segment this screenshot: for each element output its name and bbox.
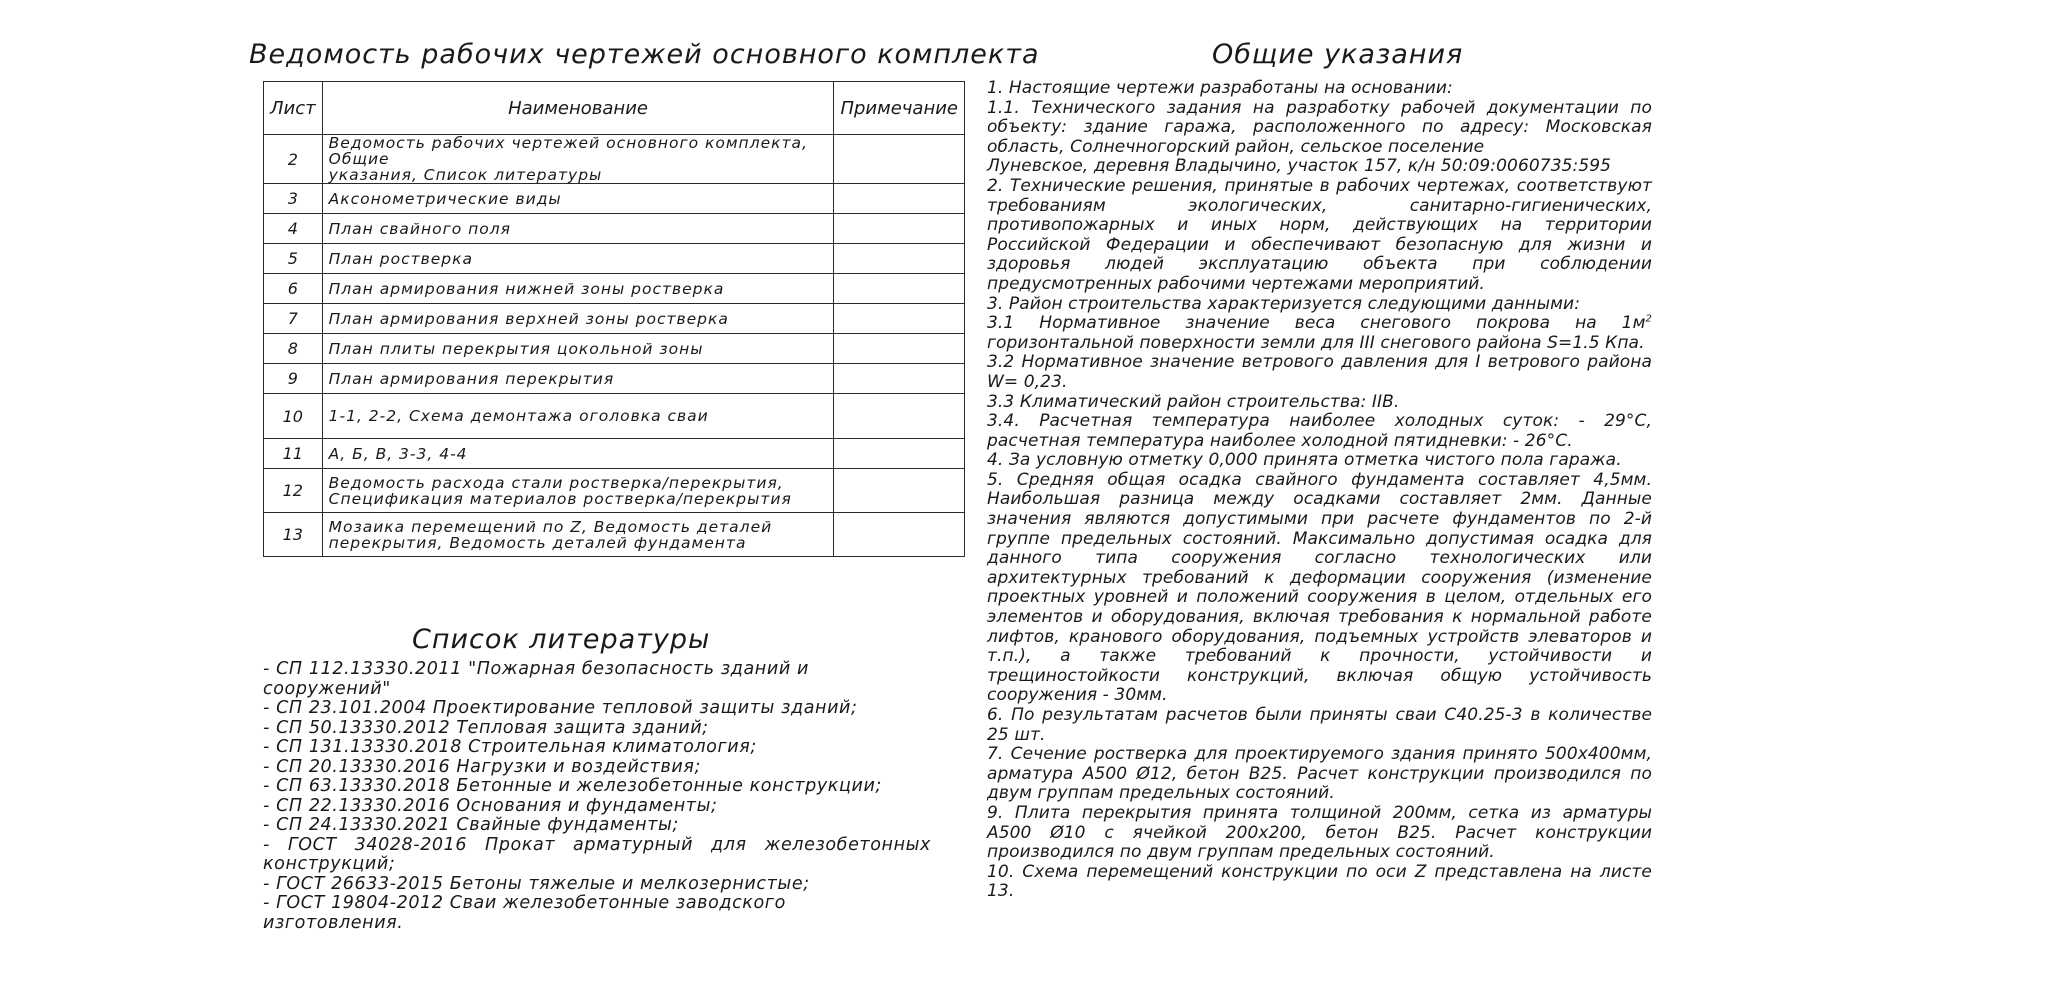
header-sheet-num: Лист [264, 82, 323, 135]
row-name-line: перекрытия, Ведомость деталей фундамента [328, 533, 747, 552]
list-item: - СП 131.13330.2018 Строительная климатология; [263, 737, 757, 757]
row-note [834, 364, 965, 394]
table-header-row [264, 82, 965, 135]
table-row [264, 184, 965, 214]
row-name: План ростверка [322, 244, 834, 274]
row-num: 4 [264, 214, 323, 244]
row-note [834, 244, 965, 274]
row-note [834, 439, 965, 469]
row-num: 12 [264, 469, 323, 513]
row-num: 9 [264, 364, 323, 394]
table-row [264, 394, 965, 439]
note-paragraph: 3. Район строительства характеризуется следующими данными: [987, 293, 1581, 314]
row-note [834, 334, 965, 364]
table-row [264, 513, 965, 557]
note-paragraph: 10. Схема перемещений конструкции по оси Z представлена на листе 13. [987, 861, 1652, 902]
note-text: горизонтальной поверхности земли для III снегового района S=1.5 Кпа. [987, 332, 1645, 353]
row-name: План армирования нижней зоны ростверка [322, 274, 834, 304]
row-num: 10 [264, 394, 323, 439]
list-item: - СП 112.13330.2011 "Пожарная безопасность зданий и сооружений" [263, 659, 809, 699]
note-paragraph: 4. За условную отметку 0,000 принята отметка чистого пола гаража. [987, 450, 1622, 471]
sheet-list-table [263, 81, 965, 557]
row-num: 6 [264, 274, 323, 304]
row-name [322, 513, 834, 557]
note-paragraph: 1.1. Технического задания на разработку рабочей документации по объекту: здание гаража, расположенного по адресу: Московская область, Солнечногорский район, сельское поселение [987, 97, 1652, 157]
literature-list [263, 660, 931, 933]
row-name-line: Ведомость расхода стали ростверка/перекрытия, [328, 473, 784, 492]
note-paragraph: Луневское, деревня Владычино, участок 157, к/н 50:09:0060735:595 [987, 156, 1612, 177]
list-item: - ГОСТ 34028-2016 Прокат арматурный для железобетонных конструкций; [263, 834, 931, 874]
row-note [834, 184, 965, 214]
list-item: - ГОСТ 26633-2015 Бетоны тяжелые и мелкозернистые; [263, 873, 810, 894]
note-paragraph: 7. Сечение ростверка для проектируемого здания принято 500х400мм, арматура А500 Ø12, бетон В25. Расчет конструкции производился по двум группам предельных состояний. [987, 744, 1652, 804]
note-paragraph [987, 314, 1652, 353]
row-note [834, 135, 965, 184]
table-row [264, 274, 965, 304]
row-name: План армирования перекрытия [322, 364, 834, 394]
general-notes-title: Общие указания [1212, 39, 1464, 70]
row-note [834, 304, 965, 334]
list-item: - СП 50.13330.2012 Тепловая защита зданий; [263, 717, 709, 738]
row-name-line: Спецификация материалов ростверка/перекрытия [328, 489, 792, 508]
note-paragraph: 1. Настоящие чертежи разработаны на основании: [987, 78, 1453, 98]
literature-title: Список литературы [412, 624, 711, 655]
note-paragraph: 2. Технические решения, принятые в рабочих чертежах, соответствуют требованиям экологических, санитарно-гигиенических, противопожарных и иных норм, действующих на территории Российской Федерации и обеспечивают безопасную для жизни и здоровья людей эксплуатацию объекта при соблюдении предусмотренных рабочими чертежами мероприятий. [987, 175, 1652, 294]
row-name: А, Б, В, 3-3, 4-4 [322, 439, 834, 469]
row-name: 1-1, 2-2, Схема демонтажа оголовка сваи [322, 394, 834, 439]
row-note [834, 394, 965, 439]
row-num: 5 [264, 244, 323, 274]
list-item: - ГОСТ 19804-2012 Сваи железобетонные заводского изготовления. [263, 893, 786, 933]
header-name: Наименование [322, 82, 834, 135]
note-paragraph: 3.4. Расчетная температура наиболее холодных суток: - 29°С, расчетная температура наиболее холодной пятидневки: - 26°С. [987, 411, 1652, 451]
row-note [834, 214, 965, 244]
table-row [264, 334, 965, 364]
table-row [264, 135, 965, 184]
note-text: 3.1 Нормативное значение веса снегового покрова на 1м [987, 313, 1646, 334]
list-item: - СП 24.13330.2021 Свайные фундаменты; [263, 815, 679, 835]
header-note: Примечание [834, 82, 965, 135]
note-paragraph: 5. Средняя общая осадка свайного фундамента составляет 4,5мм. Наибольшая разница между осадками составляет 2мм. Данные значения являются допустимыми при расчете фундаментов по 2-й группе предельных состояний. Максимально допустимая осадка для данного типа сооружения согласно технологических или архитектурных требований к деформации сооружения (изменение проектных уровней и положений сооружения в целом, отдельных его элементов и оборудования, включая требования к нормальной работе лифтов, кранового оборудования, подъемных устройств элеваторов и т.п.), а также требований к прочности, устойчивости и трещиностойкости конструкций, включая общую устойчивость сооружения - 30мм. [987, 469, 1652, 706]
superscript: 2 [1645, 313, 1652, 325]
note-paragraph: 3.3 Климатический район строительства: IIВ. [987, 391, 1400, 412]
general-notes-body [987, 79, 1652, 902]
row-num: 3 [264, 184, 323, 214]
note-paragraph: 3.2 Нормативное значение ветрового давления для I ветрового района W= 0,23. [987, 352, 1652, 392]
row-num: 7 [264, 304, 323, 334]
table-row [264, 364, 965, 394]
table-row [264, 244, 965, 274]
row-name [322, 469, 834, 513]
row-note [834, 274, 965, 304]
table-row [264, 469, 965, 513]
row-name: План свайного поля [322, 214, 834, 244]
table-row [264, 214, 965, 244]
row-num: 2 [264, 135, 323, 184]
row-num: 11 [264, 439, 323, 469]
table-row [264, 439, 965, 469]
note-paragraph: 9. Плита перекрытия принята толщиной 200мм, сетка из арматуры А500 Ø10 с ячейкой 200х200, бетон В25. Расчет конструкции производился по двум группам предельных состояний. [987, 802, 1652, 863]
sheet-list-title: Ведомость рабочих чертежей основного комплекта [249, 39, 1040, 70]
note-paragraph: 6. По результатам расчетов были приняты сваи С40.25-3 в количестве 25 шт. [987, 705, 1652, 745]
row-name-line: Ведомость рабочих чертежей основного комплекта, Общие [328, 134, 808, 168]
list-item: - СП 22.13330.2016 Основания и фундаменты; [263, 795, 718, 816]
row-note [834, 469, 965, 513]
list-item: - СП 23.101.2004 Проектирование тепловой защиты зданий; [263, 698, 858, 718]
row-num: 13 [264, 513, 323, 557]
row-name-line: указания, Список литературы [328, 166, 603, 184]
row-name-line: Мозаика перемещений по Z, Ведомость деталей [328, 517, 773, 536]
row-name [322, 135, 834, 184]
row-name: План армирования верхней зоны ростверка [322, 304, 834, 334]
row-name: Аксонометрические виды [322, 184, 834, 214]
list-item: - СП 20.13330.2016 Нагрузки и воздействия; [263, 756, 701, 777]
row-name: План плиты перекрытия цокольной зоны [322, 334, 834, 364]
row-note [834, 513, 965, 557]
table-row [264, 304, 965, 334]
row-num: 8 [264, 334, 323, 364]
list-item: - СП 63.13330.2018 Бетонные и железобетонные конструкции; [263, 776, 882, 796]
